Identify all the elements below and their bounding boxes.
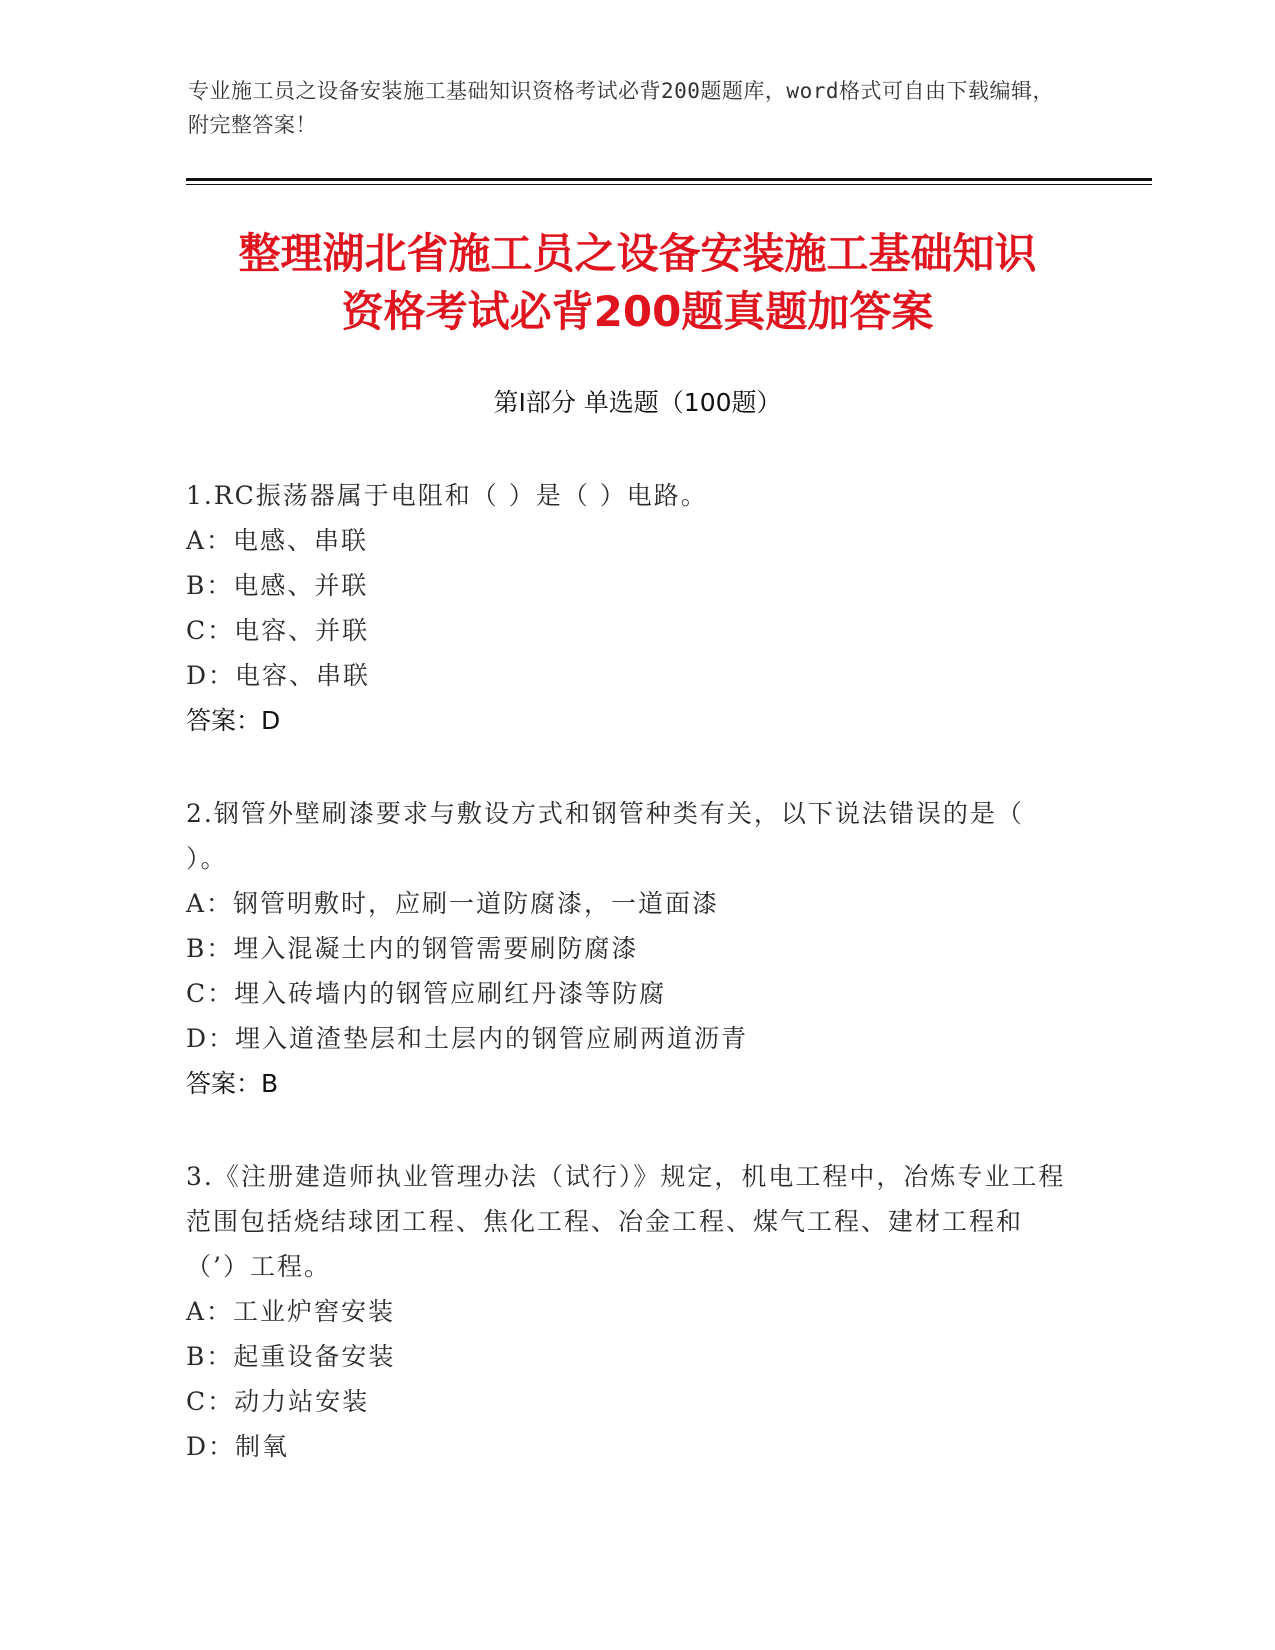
document-title bbox=[140, 225, 1135, 341]
option-c: C：动力站安装 bbox=[186, 1387, 370, 1416]
question-1 bbox=[186, 473, 1066, 743]
question-stem: 2.钢管外壁刷漆要求与敷设方式和钢管种类有关，以下说法错误的是（ ）。 bbox=[186, 799, 1024, 873]
document-title-line-2: 资格考试必背200题真题加答案 bbox=[341, 287, 934, 336]
option-a: A：钢管明敷时，应刷一道防腐漆，一道面漆 bbox=[186, 889, 720, 918]
answer: 答案：D bbox=[186, 706, 281, 735]
question-3 bbox=[186, 1154, 1066, 1469]
option-d: D：电容、串联 bbox=[186, 661, 371, 690]
document-title-line-1: 整理湖北省施工员之设备安装施工基础知识 bbox=[238, 229, 1037, 278]
option-c: C：电容、并联 bbox=[186, 616, 370, 645]
option-b: B：电感、并联 bbox=[186, 571, 369, 600]
question-stem: 1.RC振荡器属于电阻和（ ）是（ ）电路。 bbox=[186, 481, 708, 510]
header-divider-thick bbox=[186, 178, 1152, 181]
option-c: C：埋入砖墙内的钢管应刷红丹漆等防腐 bbox=[186, 979, 667, 1008]
question-stem: 3.《注册建造师执业管理办法（试行）》规定，机电工程中，冶炼专业工程范围包括烧结球团工程、焦化工程、冶金工程、煤气工程、建材工程和（’）工程。 bbox=[186, 1162, 1066, 1281]
answer: 答案：B bbox=[186, 1069, 279, 1098]
option-b: B：埋入混凝土内的钢管需要刷防腐漆 bbox=[186, 934, 639, 963]
option-d: D：埋入道渣垫层和土层内的钢管应刷两道沥青 bbox=[186, 1024, 749, 1053]
header-divider-thin bbox=[186, 184, 1152, 185]
header-note: 专业施工员之设备安装施工基础知识资格考试必背200题题库，word格式可自由下载编辑，附完整答案！ bbox=[188, 79, 1054, 137]
option-a: A：工业炉窖安装 bbox=[186, 1297, 396, 1326]
option-a: A：电感、串联 bbox=[186, 526, 369, 555]
section-heading: 第Ⅰ部分 单选题（100题） bbox=[493, 388, 782, 417]
question-2 bbox=[186, 791, 1066, 1106]
option-b: B：起重设备安装 bbox=[186, 1342, 396, 1371]
option-d: D：制氧 bbox=[186, 1432, 290, 1461]
question-list bbox=[186, 473, 1066, 1517]
